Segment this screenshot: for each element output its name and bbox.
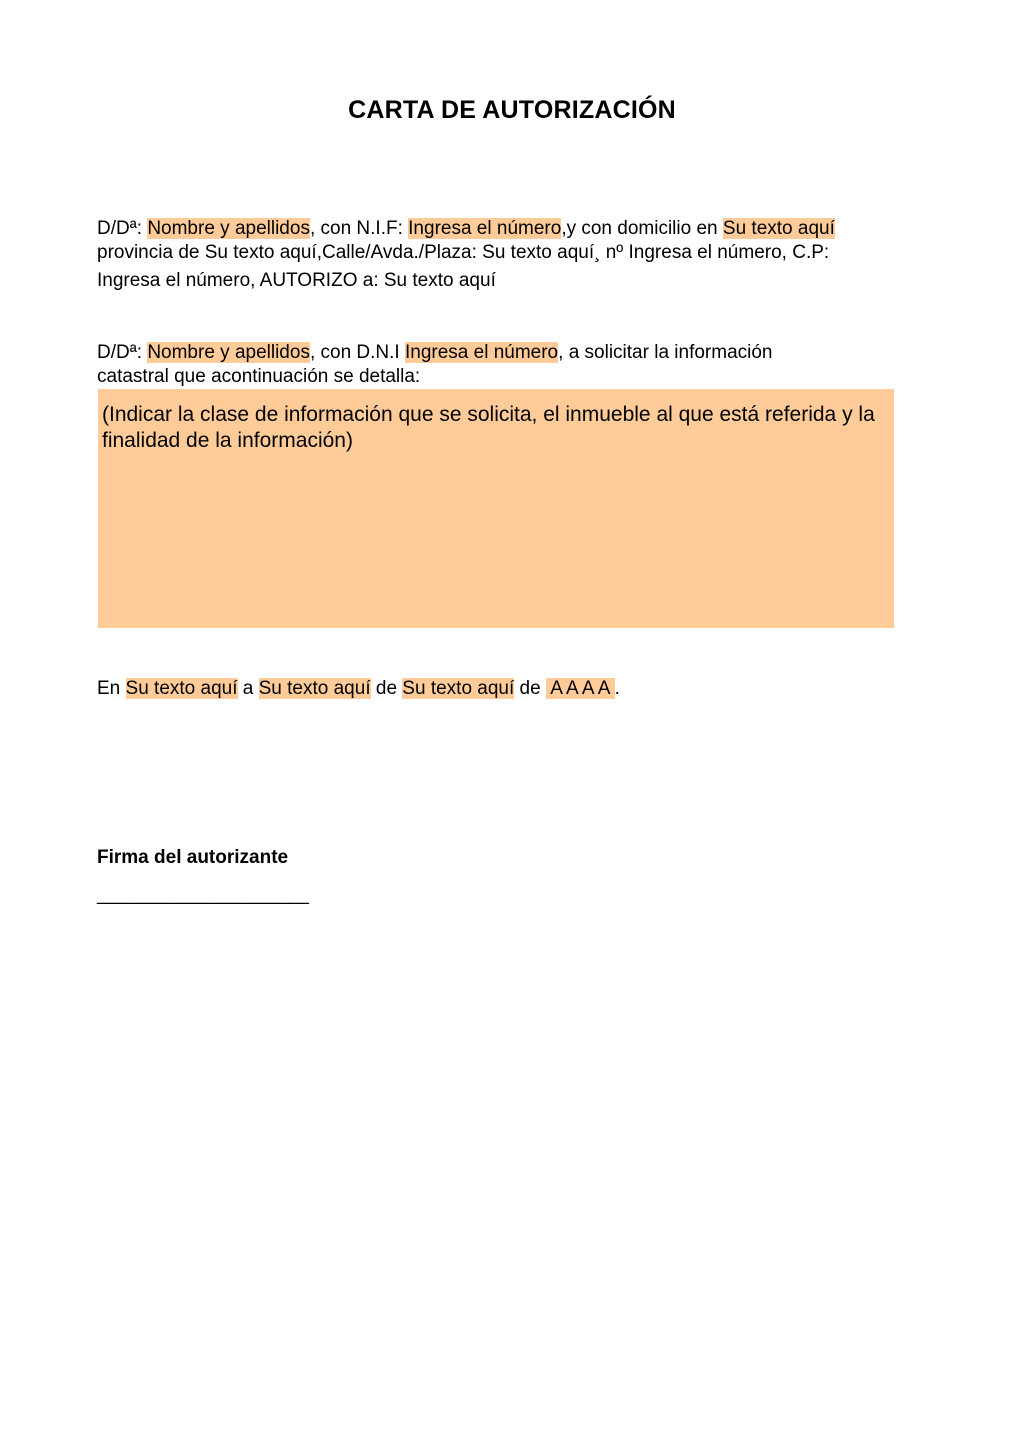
catastral-line: catastral que acontinuación se detalla: (97, 366, 421, 387)
domicile-label: ,y con domicilio en (561, 218, 723, 239)
date-line (97, 677, 907, 701)
authorizer-prefix: D/Dª: (97, 218, 148, 239)
date-prefix: En (97, 678, 126, 699)
nif-label: , con N.I.F: (309, 218, 409, 239)
place-field[interactable]: Su texto aquí (125, 678, 238, 699)
date-sep-1: a (237, 678, 259, 699)
month-field[interactable]: Su texto aquí (402, 678, 515, 699)
signature-label: Firma del autorizante (97, 847, 289, 868)
authorizer-name-field[interactable]: Nombre y apellidos (147, 218, 310, 239)
postal-authorize-line: Ingresa el número, AUTORIZO a: Su texto aquí (97, 270, 496, 291)
document-title: CARTA DE AUTORIZACIÓN (348, 96, 676, 124)
domicile-field[interactable]: Su texto aquí (722, 218, 835, 239)
authorized-name-field[interactable]: Nombre y apellidos (147, 342, 310, 363)
year-field[interactable]: A A A A (545, 678, 615, 699)
request-text: , a solicitar la información (558, 342, 773, 363)
date-end: . (614, 678, 620, 699)
date-sep-2: de (370, 678, 403, 699)
nif-field[interactable]: Ingresa el número (408, 218, 562, 239)
authorizer-paragraph (97, 217, 907, 293)
day-field[interactable]: Su texto aquí (258, 678, 371, 699)
address-line: provincia de Su texto aquí,Calle/Avda./Plaza: Su texto aquí¸ nº Ingresa el número, C.P: (97, 242, 830, 263)
dni-field[interactable]: Ingresa el número (404, 342, 559, 363)
dni-label: , con D.N.I (309, 342, 405, 363)
date-sep-3: de (514, 678, 546, 699)
information-request-box[interactable]: (Indicar la clase de información que se solicita, el inmueble al que está referida y la finalidad de la información) (98, 389, 894, 628)
authorized-paragraph (97, 341, 907, 389)
signature-line[interactable]: _____________________ (97, 884, 309, 905)
authorized-prefix: D/Dª: (97, 342, 148, 363)
